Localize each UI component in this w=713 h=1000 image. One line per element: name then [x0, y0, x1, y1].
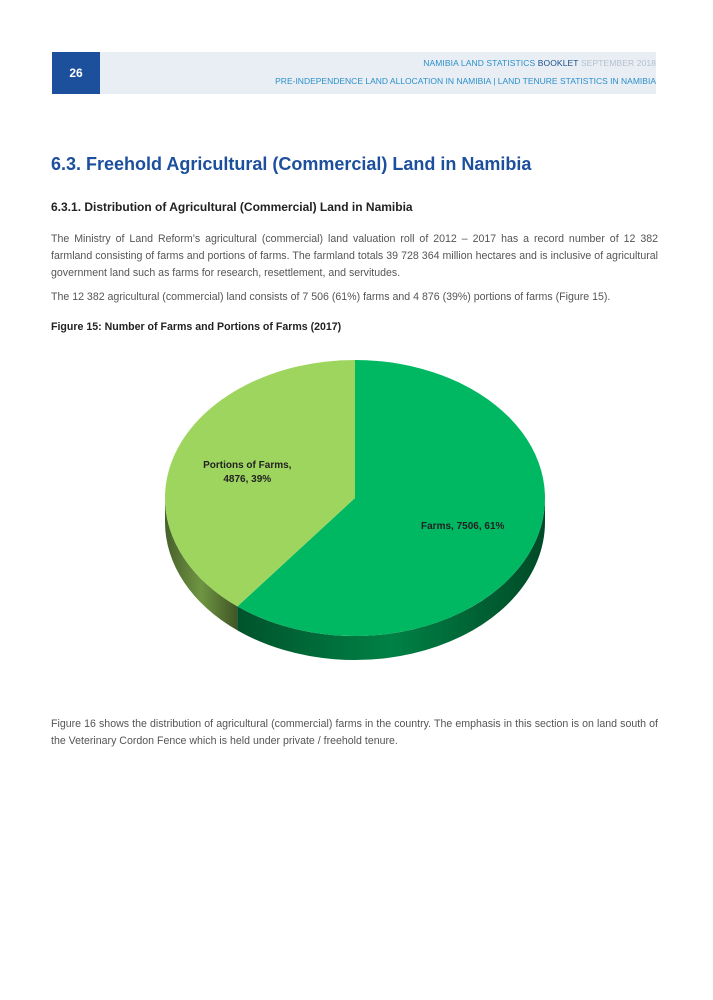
paragraph-figure-16: Figure 16 shows the distribution of agricultural (commercial) farms in the country. The emphasis in this section is on land south of the Veterinary Cordon Fence which is held under private / freehold tenure.	[51, 718, 658, 747]
pie-chart	[150, 350, 560, 670]
booklet-date: SEPTEMBER 2018	[578, 58, 656, 68]
paragraph-farm-breakdown: The 12 382 agricultural (commercial) land consists of 7 506 (61%) farms and 4 876 (39%) portions of farms (Figure 15).	[51, 291, 611, 303]
pie-label-farms: Farms, 7506, 61%	[421, 521, 505, 533]
figure-caption: Figure 15: Number of Farms and Portions of Farms (2017)	[51, 321, 342, 333]
booklet-title-main: NAMIBIA LAND STATISTICS	[423, 58, 538, 68]
booklet-title-emphasis: BOOKLET	[537, 58, 579, 68]
pie-label-portions-of-farms: Portions of Farms, 4876, 39%	[203, 459, 292, 485]
booklet-title	[423, 58, 656, 68]
paragraph-valuation-roll: The Ministry of Land Reform’s agricultural (commercial) land valuation roll of 2012 – 2017 has a record number of 12 382 farmland consisting of farms and portions of farms. The farmland totals 39 728 364 million hectares and is inclusive of agricultural government land such as farms for research, resettlement, and servitudes.	[51, 233, 658, 279]
page-number: 26	[52, 52, 100, 94]
subsection-title: 6.3.1. Distribution of Agricultural (Commercial) Land in Namibia	[51, 200, 413, 214]
section-title: 6.3. Freehold Agricultural (Commercial) Land in Namibia	[51, 154, 532, 174]
header-subtitle: PRE-INDEPENDENCE LAND ALLOCATION IN NAMIBIA | LAND TENURE STATISTICS IN NAMIBIA	[275, 76, 656, 86]
